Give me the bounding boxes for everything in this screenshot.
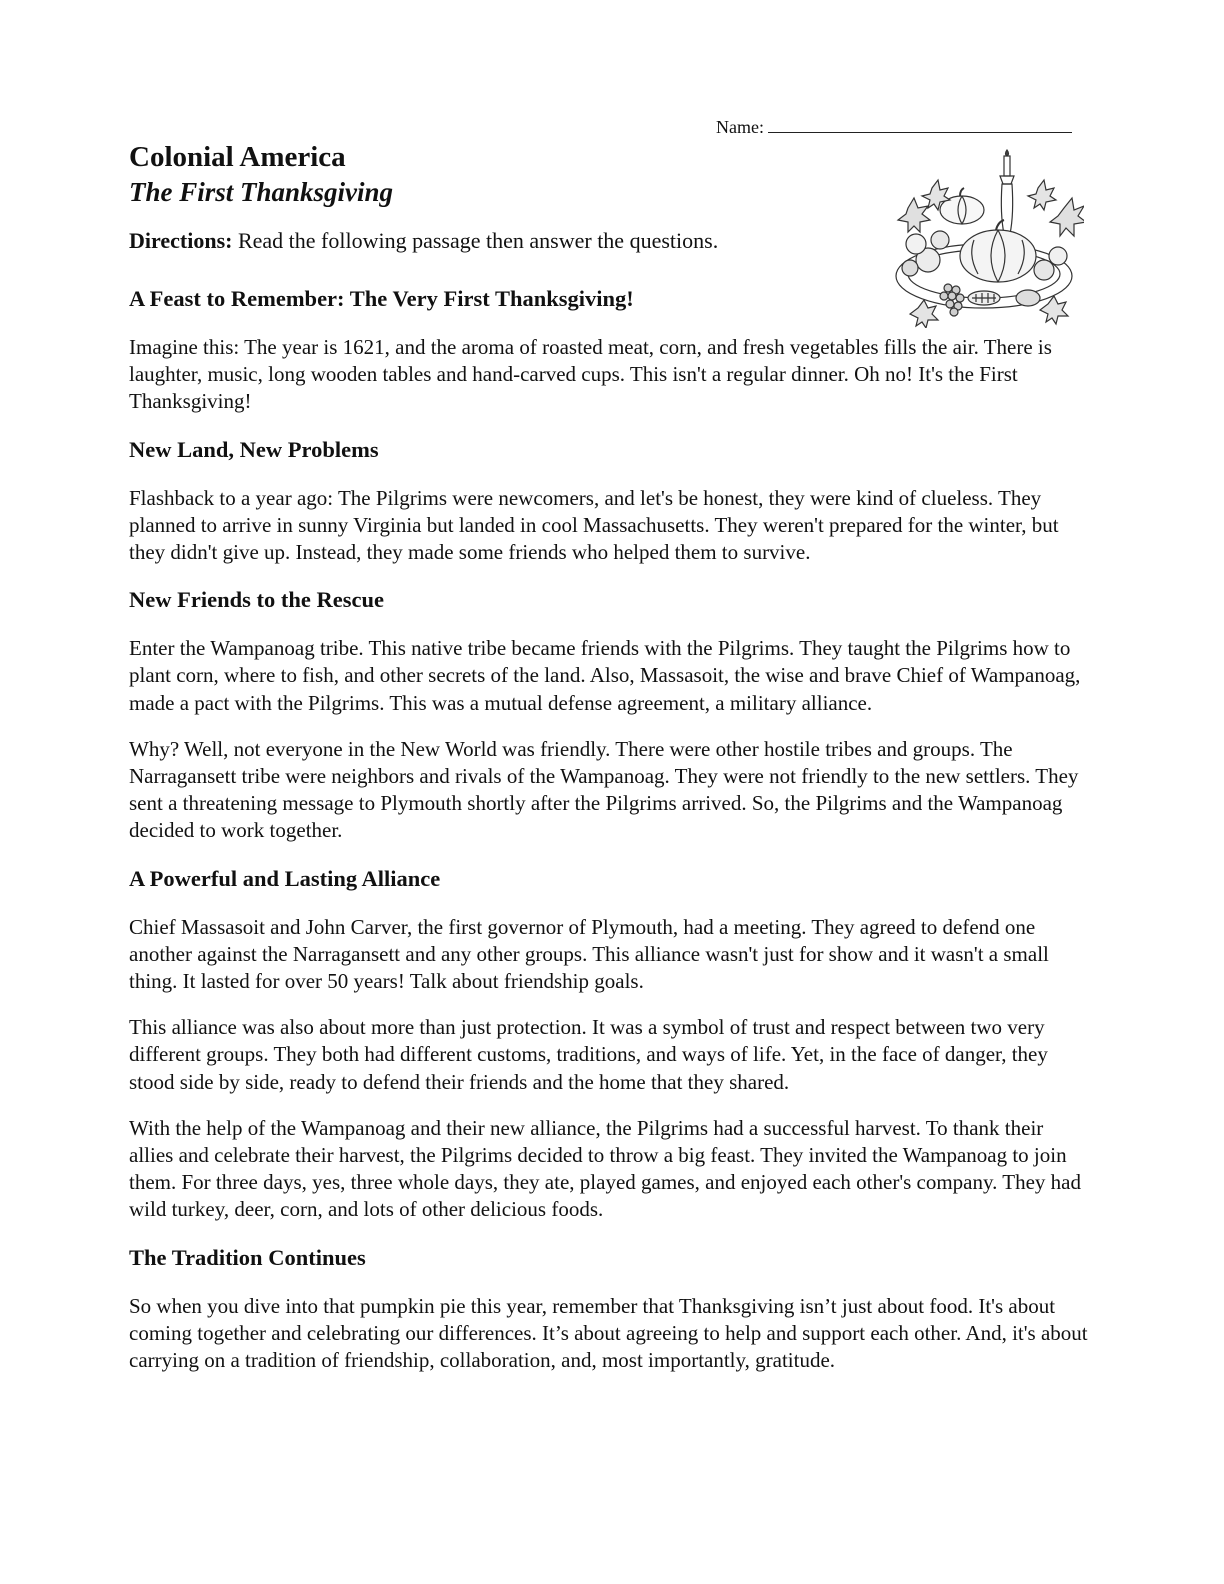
directions-text: Read the following passage then answer the questions. bbox=[232, 228, 719, 253]
section-heading: A Powerful and Lasting Alliance bbox=[129, 865, 441, 891]
section-paragraph: With the help of the Wampanoag and their new alliance, the Pilgrims had a successful harvest. To thank their allies and celebrate their harvest, the Pilgrims decided to throw a big feast. They invited the Wampanoag to join them. For three days, yes, three whole days, they ate, played games, and enjoyed each other's company. They had wild turkey, deer, corn, and lots of other delicious foods. bbox=[129, 1115, 1081, 1222]
section-heading: The Tradition Continues bbox=[129, 1244, 366, 1270]
article-heading: A Feast to Remember: The Very First Thanksgiving! bbox=[129, 286, 634, 311]
article-intro: Imagine this: The year is 1621, and the aroma of roasted meat, corn, and fresh vegetables fills the air. There is laughter, music, long wooden tables and hand-carved cups. This isn't a regular dinner. Oh no! It's the First Thanksgiving! bbox=[129, 335, 1052, 414]
article bbox=[129, 284, 1089, 1393]
directions bbox=[129, 227, 718, 255]
section-paragraph: This alliance was also about more than just protection. It was a symbol of trust and respect between two very different groups. They both had different customs, traditions, and ways of life. Yet, in the face of danger, they stood side by side, ready to defend their friends and the home that they shared. bbox=[129, 1015, 1048, 1094]
page-title: Colonial America bbox=[129, 141, 346, 173]
name-blank-line[interactable] bbox=[768, 114, 1072, 133]
section-paragraph: Why? Well, not everyone in the New World was friendly. There were other hostile tribes and groups. The Narragansett tribe were neighbors and rivals of the Wampanoag. They were not friendly to the new settlers. They sent a threatening message to Plymouth shortly after the Pilgrims arrived. So, the Pilgrims and the Wampanoag decided to work together. bbox=[129, 736, 1079, 843]
section-paragraph: So when you dive into that pumpkin pie this year, remember that Thanksgiving isn’t just about food. It's about coming together and celebrating our differences. It’s about agreeing to help and support each other. And, it's about carrying on a tradition of friendship, collaboration, and, most importantly, gratitude. bbox=[129, 1293, 1088, 1373]
section-paragraph: Flashback to a year ago: The Pilgrims were newcomers, and let's be honest, they were kind of clueless. They planned to arrive in sunny Virginia but landed in cool Massachusetts. They weren't prepared for the winter, but they didn't give up. Instead, they made some friends who helped them to survive. bbox=[129, 485, 1059, 565]
section-heading: New Friends to the Rescue bbox=[129, 587, 384, 613]
directions-label: Directions: bbox=[129, 228, 233, 253]
section-heading: New Land, New Problems bbox=[129, 436, 379, 462]
name-label: Name: bbox=[716, 117, 764, 137]
page-subtitle: The First Thanksgiving bbox=[129, 177, 394, 207]
section-paragraph: Chief Massasoit and John Carver, the first governor of Plymouth, had a meeting. They agreed to defend one another against the Narragansett and any other groups. This alliance wasn't just for show and it wasn't a small thing. It lasted for over 50 years! Talk about friendship goals. bbox=[129, 914, 1049, 994]
name-field[interactable] bbox=[716, 114, 1072, 138]
section-paragraph: Enter the Wampanoag tribe. This native tribe became friends with the Pilgrims. They taught the Pilgrims how to plant corn, where to fish, and other secrets of the land. Also, Massasoit, the wise and brave Chief of Wampanoag, made a pact with the Pilgrims. This was a mutual defense agreement, a military alliance. bbox=[129, 636, 1081, 715]
